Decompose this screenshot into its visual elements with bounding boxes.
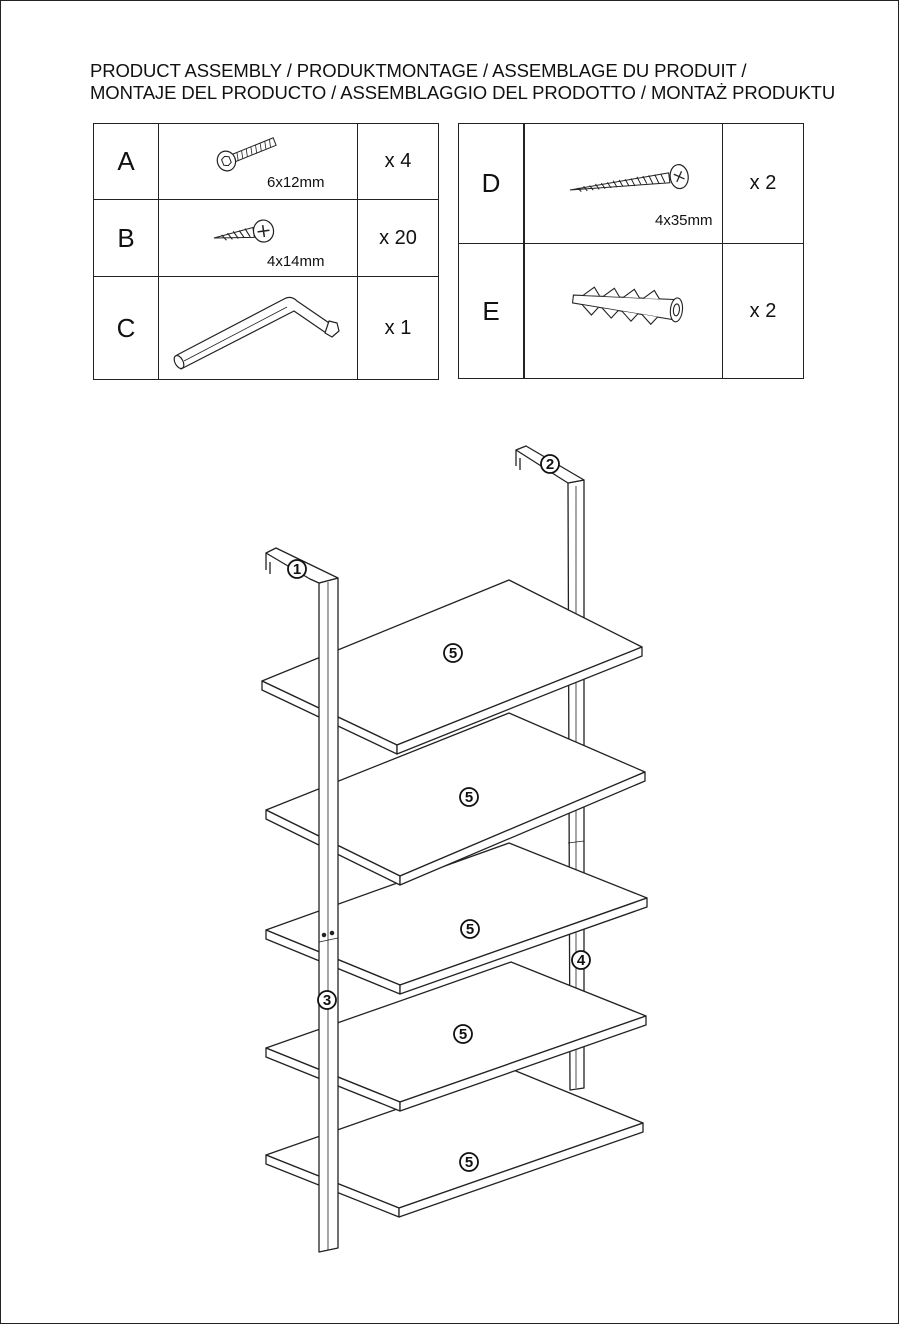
part-qty: x 1 [358, 277, 439, 380]
part-letter: E [459, 244, 525, 379]
part-illustration-cell [524, 244, 723, 379]
part-row-e [459, 244, 804, 379]
machine-screw-icon [159, 124, 357, 199]
part-letter: A [94, 124, 159, 200]
heading-line-2: MONTAJE DEL PRODUCTO / ASSEMBLAGGIO DEL PRODOTTO / MONTAŻ PRODUKTU [90, 82, 836, 103]
part-row-c [94, 277, 439, 380]
part-qty: x 2 [723, 244, 804, 379]
part-qty: x 4 [358, 124, 439, 200]
part-row-a [94, 124, 439, 200]
part-size-label: 6x12mm [267, 174, 325, 191]
allen-key-icon [159, 277, 357, 379]
parts-table-left [93, 123, 439, 380]
wall-plug-icon [525, 244, 722, 378]
parts-table-right [458, 123, 804, 379]
part-letter: C [94, 277, 159, 380]
shelf-callout-1-label: 5 [448, 645, 458, 662]
part-illustration-cell [524, 124, 723, 244]
heading-line-1: PRODUCT ASSEMBLY / PRODUKTMONTAGE / ASSEMBLAGE DU PRODUIT / [90, 60, 747, 81]
shelf-callout-4-label: 5 [458, 1026, 468, 1043]
part-qty: x 2 [723, 124, 804, 244]
part-illustration-cell [159, 124, 358, 200]
part-qty: x 20 [358, 200, 439, 277]
part-size-label: 4x35mm [655, 212, 713, 229]
shelf-callout-3-label: 5 [465, 921, 475, 938]
part-row-d [459, 124, 804, 244]
part-row-b [94, 200, 439, 277]
part-illustration-cell [159, 200, 358, 277]
callout-3-label: 3 [322, 992, 332, 1009]
part-letter: D [459, 124, 525, 244]
part-letter: B [94, 200, 159, 277]
callout-4-label: 4 [576, 952, 586, 969]
callout-2-label: 2 [545, 456, 555, 473]
shelf-callout-5-label: 5 [464, 1154, 474, 1171]
wood-screw-icon [159, 200, 357, 276]
part-illustration-cell [159, 277, 358, 380]
callout-1-label: 1 [292, 561, 302, 578]
assembly-heading [90, 60, 835, 104]
shelf-callout-2-label: 5 [464, 789, 474, 806]
part-size-label: 4x14mm [267, 253, 325, 270]
shelf-assembly-diagram [0, 420, 899, 1320]
